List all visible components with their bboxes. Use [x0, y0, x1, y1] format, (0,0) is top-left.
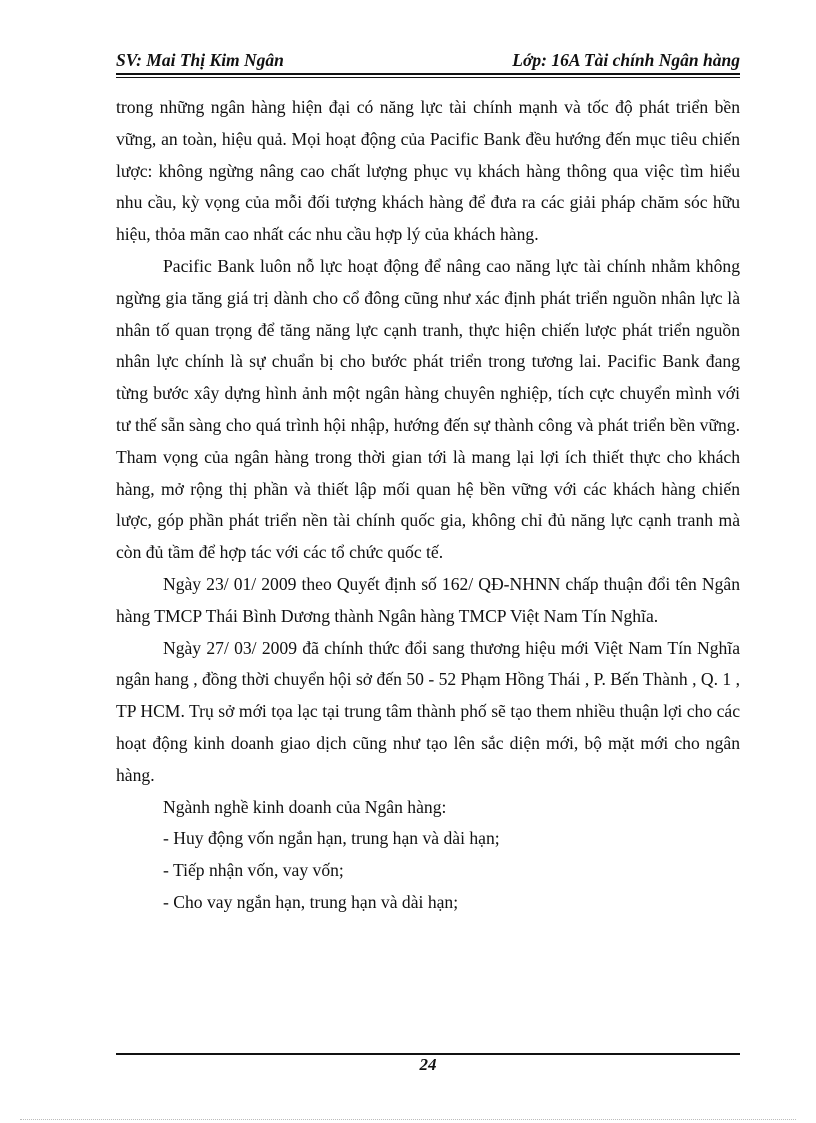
student-name: SV: Mai Thị Kim Ngân — [116, 50, 284, 70]
list-item: - Huy động vốn ngắn hạn, trung hạn và dài hạn; — [163, 828, 500, 849]
page-number: 24 — [419, 1055, 437, 1074]
paragraph-business-lines: Ngành nghề kinh doanh của Ngân hàng: — [163, 796, 447, 817]
page-bottom-divider — [20, 1119, 796, 1120]
header-rule — [116, 73, 740, 78]
paragraph-pacific-bank: Pacific Bank luôn nỗ lực hoạt động để nâng cao năng lực tài chính nhằm không ngừng gia tăng giá trị dành cho cổ đông cũng như xác định phát triển nguồn nhân lực là nhân tố quan trọng để tăng năng lực cạnh tranh, thực hiện chiến lược phát triển nguồn nhân lực chính là sự chuẩn bị cho bước phát triển trong tương lai. Pacific Bank đang từng bước xây dựng hình ảnh một ngân hàng chuyên nghiệp, tích cực chuyển mình với tư thế sẵn sàng cho quá trình hội nhập, hướng đến sự thành công và phát triển bền vững. Tham vọng của ngân hàng trong thời gian tới là mang lại lợi ích thiết thực cho khách hàng, mở rộng thị phần và thiết lập mối quan hệ bền vững với các khách hàng chiến lược, góp phần phát triển nền tài chính quốc gia, không chỉ đủ năng lực cạnh tranh mà còn đủ tầm để hợp tác với các tổ chức quốc tế. — [116, 255, 740, 563]
paragraph-continuation: trong những ngân hàng hiện đại có năng lực tài chính mạnh và tốc độ phát triển bền vững, an toàn, hiệu quả. Mọi hoạt động của Pacific Bank đều hướng đến mục tiêu chiến lược: không ngừng nâng cao chất lượng phục vụ khách hàng thông qua việc tìm hiểu nhu cầu, kỳ vọng của mỗi đối tượng khách hàng để đưa ra các giải pháp chăm sóc hữu hiệu, thỏa mãn cao nhất các nhu cầu hợp lý của khách hàng. — [116, 97, 740, 245]
document-body — [116, 92, 740, 919]
class-name: Lớp: 16A Tài chính Ngân hàng — [512, 50, 740, 70]
list-item: - Tiếp nhận vốn, vay vốn; — [163, 860, 344, 881]
paragraph-new-brand: Ngày 27/ 03/ 2009 đã chính thức đổi sang thương hiệu mới Việt Nam Tín Nghĩa ngân hang , đồng thời chuyển hội sở đến 50 - 52 Phạm Hồng Thái , P. Bến Thành , Q. 1 , TP HCM. Trụ sở mới tọa lạc tại trung tâm thành phố sẽ tạo them nhiều thuận lợi cho các hoạt động kinh doanh giao dịch cũng như tạo lên sắc diện mới, bộ mặt mới cho ngân hàng. — [116, 637, 740, 785]
paragraph-rename-decision: Ngày 23/ 01/ 2009 theo Quyết định số 162/ QĐ-NHNN chấp thuận đổi tên Ngân hàng TMCP Thái Bình Dương thành Ngân hàng TMCP Việt Nam Tín Nghĩa. — [116, 573, 740, 626]
list-item: - Cho vay ngắn hạn, trung hạn và dài hạn; — [163, 891, 459, 912]
page-header — [116, 48, 740, 72]
